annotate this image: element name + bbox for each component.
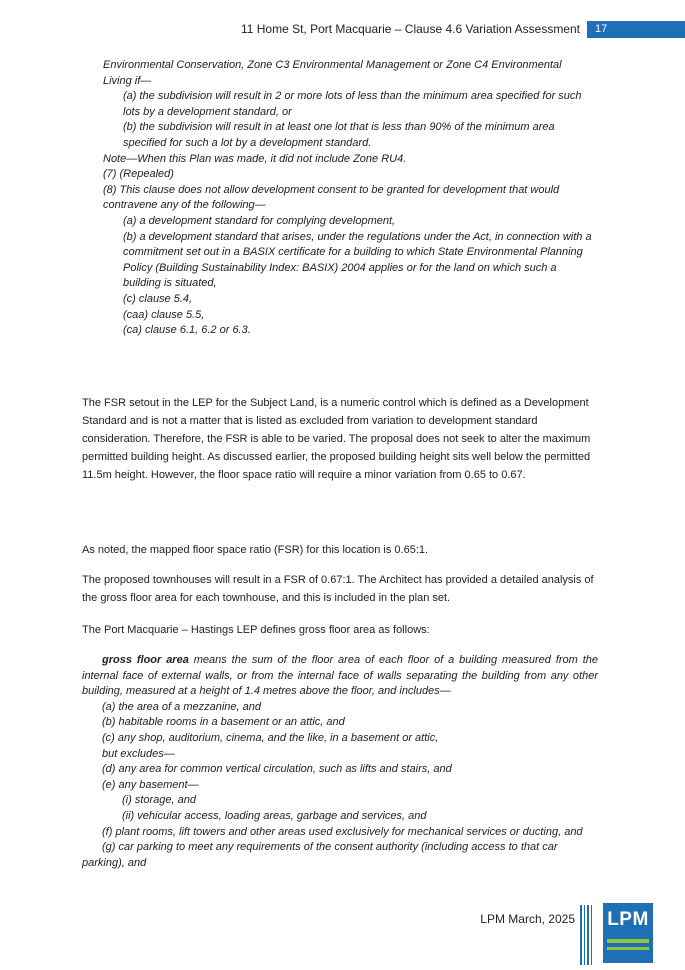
- quote-line: Environmental Conservation, Zone C3 Environmental Management or Zone C4 Environmental Living if—: [103, 59, 562, 87]
- quote-line: (c) clause 5.4,: [123, 292, 193, 305]
- gfa-item: (a) the area of a mezzanine, and: [102, 700, 261, 713]
- logo-stripes: [580, 905, 594, 965]
- gfa-item: (b) habitable rooms in a basement or an attic, and: [102, 716, 345, 729]
- quote-line: (b) a development standard that arises, under the regulations under the Act, in connection with a commitment set out in a BASIX certificate for a building to which State Environmental Planning Policy (Building Sustainability Index: BASIX) 2004 applies or for the land on which such a building is situated,: [123, 230, 592, 290]
- quote-line: (7) (Repealed): [103, 168, 174, 181]
- paragraph-text: The proposed townhouses will result in a FSR of 0.67:1. The Architect has provided a detailed analysis of the gross floor area for each townhouse, and this is included in the plan set.: [82, 574, 594, 604]
- quote-line: (a) the subdivision will result in 2 or more lots of less than the minimum area specified for such lots by a development standard, or: [123, 90, 582, 118]
- lep-defines-paragraph: [82, 621, 602, 639]
- proposed-fsr-paragraph: [82, 571, 602, 607]
- quote-line: (8) This clause does not allow development consent to be granted for development that would contravene any of the following—: [103, 183, 560, 212]
- gfa-intro-text: means the sum of the floor area of each floor of a building measured from the internal face of external walls, or from the internal face of walls separating the building from any other building, measured at a height of 1.4 metres above the floor, and includes—: [82, 654, 598, 698]
- paragraph-text: The Port Macquarie – Hastings LEP defines gross floor area as follows:: [82, 624, 430, 636]
- quote-line: Note—When this Plan was made, it did not include Zone RU4.: [103, 152, 407, 165]
- logo-text: LPM: [607, 909, 649, 930]
- gfa-item: (d) any area for common vertical circulation, such as lifts and stairs, and: [102, 763, 452, 776]
- gfa-definition-quote: [82, 653, 598, 871]
- logo-green-bar: [607, 939, 649, 943]
- quote-line: (ca) clause 6.1, 6.2 or 6.3.: [123, 324, 251, 337]
- gfa-item: (ii) vehicular access, loading areas, garbage and services, and: [122, 809, 427, 822]
- gfa-item: (g) car parking to meet any requirements of the consent authority (including access to that car parking), and: [82, 841, 558, 869]
- gfa-item: (e) any basement—: [102, 778, 199, 791]
- fsr-setout-paragraph: [82, 394, 602, 484]
- page-number-badge: 17: [587, 21, 685, 38]
- gfa-definition-intro: [82, 653, 598, 700]
- gfa-item: (c) any shop, auditorium, cinema, and the like, in a basement or attic,: [102, 731, 439, 744]
- gfa-item: but excludes—: [102, 747, 175, 760]
- gfa-term: gross floor area: [102, 654, 189, 666]
- document-title: 11 Home St, Port Macquarie – Clause 4.6 Variation Assessment: [240, 22, 580, 36]
- quote-line: (a) a development standard for complying development,: [123, 214, 396, 227]
- logo-green-bar: [607, 947, 649, 950]
- quote-line: (caa) clause 5.5,: [123, 308, 205, 321]
- paragraph-text: As noted, the mapped floor space ratio (FSR) for this location is 0.65:1.: [82, 544, 429, 556]
- quote-line: (b) the subdivision will result in at least one lot that is less than 90% of the minimum area specified for such a lot by a development standard.: [123, 121, 555, 149]
- lpm-logo: [603, 903, 653, 963]
- lep-clause-quote: [103, 58, 593, 339]
- page-header: [241, 19, 685, 39]
- gfa-item: (i) storage, and: [122, 794, 196, 807]
- gfa-item: (f) plant rooms, lift towers and other areas used exclusively for mechanical services or ducting, and: [102, 825, 583, 838]
- footer-date: LPM March, 2025: [480, 912, 575, 926]
- paragraph-text: The FSR setout in the LEP for the Subject Land, is a numeric control which is defined as a Development Standard and is not a matter that is listed as excluded from variation to development standard consideration. Therefore, the FSR is able to be varied. The proposal does not seek to alter the maximum permitted building height. As discussed earlier, the proposed building height sits well below the permitted 11.5m height. However, the floor space ratio will require a minor variation from 0.65 to 0.67.: [82, 397, 591, 481]
- as-noted-paragraph: [82, 541, 602, 559]
